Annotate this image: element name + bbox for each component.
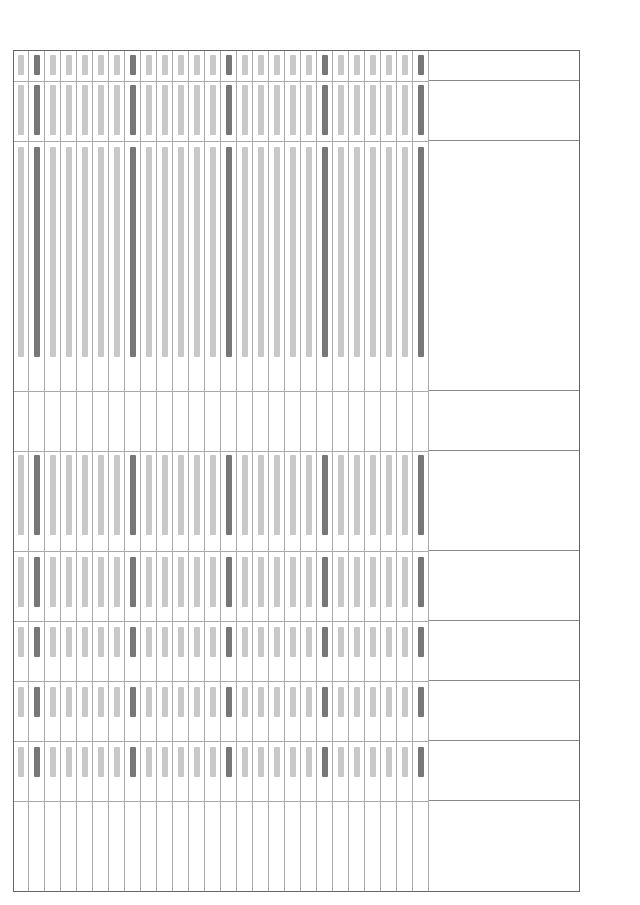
scan-text-mark	[162, 455, 168, 535]
scan-text-mark	[386, 147, 392, 357]
scan-text-mark	[82, 627, 88, 657]
col-direction	[429, 81, 579, 141]
scan-text-mark	[18, 747, 24, 777]
table-row-rule	[380, 51, 381, 891]
scan-text-mark	[338, 627, 344, 657]
scan-text-mark	[82, 747, 88, 777]
col-justification	[429, 451, 579, 551]
scan-text-mark	[354, 147, 360, 357]
table-row-rule	[348, 51, 349, 891]
scan-text-mark	[370, 627, 376, 657]
scan-text-mark	[130, 627, 136, 657]
scan-text-mark	[130, 747, 136, 777]
scan-text-mark	[402, 687, 408, 717]
scan-text-mark	[338, 687, 344, 717]
scan-text-mark	[114, 85, 120, 135]
col-reference	[429, 801, 579, 891]
scan-text-mark	[18, 687, 24, 717]
financing-table	[13, 50, 580, 892]
scan-text-mark	[194, 55, 200, 75]
scan-text-mark	[402, 557, 408, 607]
col-code	[429, 391, 579, 451]
scan-text-mark	[50, 55, 56, 75]
col-2022	[429, 621, 579, 681]
scan-text-mark	[162, 687, 168, 717]
scan-text-mark	[130, 85, 136, 135]
scan-text-mark	[226, 687, 232, 717]
scan-text-mark	[402, 455, 408, 535]
table-row-rule	[188, 51, 189, 891]
scan-text-mark	[178, 627, 184, 657]
scan-text-mark	[194, 627, 200, 657]
scan-text-mark	[354, 55, 360, 75]
scan-text-mark	[114, 455, 120, 535]
scan-text-mark	[178, 85, 184, 135]
scan-text-mark	[322, 557, 328, 607]
table-row-rule	[204, 51, 205, 891]
scan-text-mark	[370, 55, 376, 75]
table-row-rule	[92, 51, 93, 891]
scan-text-mark	[242, 455, 248, 535]
scan-text-mark	[338, 747, 344, 777]
scan-text-mark	[18, 85, 24, 135]
scan-text-mark	[338, 557, 344, 607]
table-row-rule	[220, 51, 221, 891]
scan-text-mark	[50, 455, 56, 535]
scan-text-mark	[114, 557, 120, 607]
scan-text-mark	[194, 687, 200, 717]
col-number	[429, 51, 579, 81]
scan-text-mark	[338, 147, 344, 357]
scan-text-mark	[370, 147, 376, 357]
scan-text-mark	[114, 687, 120, 717]
scan-text-mark	[370, 455, 376, 535]
scan-text-mark	[146, 147, 152, 357]
scan-text-mark	[418, 147, 424, 357]
scan-text-mark	[210, 747, 216, 777]
scan-text-mark	[98, 687, 104, 717]
table-row-rule	[412, 51, 413, 891]
scan-text-mark	[50, 147, 56, 357]
scan-text-mark	[402, 747, 408, 777]
scan-text-mark	[274, 687, 280, 717]
scan-text-mark	[258, 747, 264, 777]
scan-text-mark	[290, 687, 296, 717]
table-row-rule	[140, 51, 141, 891]
scan-text-mark	[258, 557, 264, 607]
scan-text-mark	[418, 85, 424, 135]
scan-text-mark	[34, 687, 40, 717]
scan-text-mark	[34, 747, 40, 777]
scan-text-mark	[34, 557, 40, 607]
scan-text-mark	[418, 455, 424, 535]
scan-text-mark	[386, 55, 392, 75]
scan-text-mark	[274, 627, 280, 657]
scan-text-mark	[114, 147, 120, 357]
scan-text-mark	[194, 85, 200, 135]
scan-text-mark	[114, 627, 120, 657]
scan-text-mark	[242, 85, 248, 135]
scan-text-mark	[354, 455, 360, 535]
scan-text-mark	[226, 85, 232, 135]
scan-text-mark	[306, 557, 312, 607]
scan-text-mark	[178, 147, 184, 357]
scan-text-mark	[130, 687, 136, 717]
scan-text-mark	[290, 85, 296, 135]
table-header-row	[428, 51, 579, 891]
scan-text-mark	[66, 85, 72, 135]
scan-text-mark	[82, 557, 88, 607]
scan-text-mark	[210, 627, 216, 657]
scan-text-mark	[82, 147, 88, 357]
scan-text-mark	[18, 627, 24, 657]
scan-text-mark	[338, 55, 344, 75]
table-row-rule	[76, 51, 77, 891]
scan-text-mark	[322, 627, 328, 657]
scan-text-mark	[34, 147, 40, 357]
scan-text-mark	[274, 85, 280, 135]
scan-text-mark	[274, 55, 280, 75]
scan-text-mark	[402, 627, 408, 657]
scan-text-mark	[274, 147, 280, 357]
scan-text-mark	[162, 85, 168, 135]
scan-text-mark	[322, 455, 328, 535]
scan-text-mark	[98, 85, 104, 135]
scan-text-mark	[130, 147, 136, 357]
scan-text-mark	[18, 455, 24, 535]
scan-text-mark	[98, 455, 104, 535]
scan-text-mark	[66, 687, 72, 717]
scan-text-mark	[242, 627, 248, 657]
scan-text-mark	[66, 55, 72, 75]
scan-text-mark	[386, 627, 392, 657]
scan-text-mark	[66, 455, 72, 535]
table-row-rule	[172, 51, 173, 891]
scan-text-mark	[370, 687, 376, 717]
table-row-rule	[396, 51, 397, 891]
scan-text-mark	[386, 747, 392, 777]
scan-text-mark	[210, 55, 216, 75]
table-row-rule	[28, 51, 29, 891]
scan-text-mark	[130, 557, 136, 607]
scan-text-mark	[50, 557, 56, 607]
scan-text-mark	[274, 557, 280, 607]
scan-text-mark	[354, 85, 360, 135]
scan-text-mark	[114, 747, 120, 777]
scan-text-mark	[386, 85, 392, 135]
scan-text-mark	[306, 747, 312, 777]
scan-text-mark	[370, 747, 376, 777]
scan-text-mark	[306, 55, 312, 75]
scan-text-mark	[50, 747, 56, 777]
scan-text-mark	[18, 557, 24, 607]
scan-text-mark	[130, 455, 136, 535]
table-row-rule	[364, 51, 365, 891]
scan-text-mark	[322, 687, 328, 717]
scan-text-mark	[226, 55, 232, 75]
scan-text-mark	[418, 55, 424, 75]
scan-text-mark	[130, 55, 136, 75]
table-body	[14, 51, 429, 891]
scan-text-mark	[178, 455, 184, 535]
scan-text-mark	[354, 627, 360, 657]
scan-text-mark	[18, 147, 24, 357]
scan-text-mark	[210, 687, 216, 717]
scan-text-mark	[402, 147, 408, 357]
scan-text-mark	[322, 147, 328, 357]
scan-text-mark	[34, 455, 40, 535]
scan-text-mark	[162, 147, 168, 357]
scan-text-mark	[146, 747, 152, 777]
scan-text-mark	[386, 557, 392, 607]
scan-text-mark	[258, 147, 264, 357]
scan-text-mark	[114, 55, 120, 75]
scan-text-mark	[66, 557, 72, 607]
scan-text-mark	[82, 455, 88, 535]
table-row-rule	[108, 51, 109, 891]
scan-text-mark	[402, 85, 408, 135]
scan-text-mark	[34, 55, 40, 75]
scan-text-mark	[98, 627, 104, 657]
scan-text-mark	[162, 747, 168, 777]
scan-text-mark	[226, 747, 232, 777]
scan-text-mark	[418, 687, 424, 717]
table-row-rule	[428, 51, 429, 891]
scan-text-mark	[162, 627, 168, 657]
scan-text-mark	[258, 85, 264, 135]
scan-text-mark	[274, 747, 280, 777]
scan-text-mark	[274, 455, 280, 535]
scan-text-mark	[290, 747, 296, 777]
table-row-rule	[332, 51, 333, 891]
col-projects	[429, 141, 579, 391]
table-row-rule	[44, 51, 45, 891]
scan-text-mark	[210, 147, 216, 357]
scan-text-mark	[98, 55, 104, 75]
scan-text-mark	[306, 455, 312, 535]
scan-text-mark	[34, 627, 40, 657]
scan-text-mark	[82, 85, 88, 135]
scan-text-mark	[354, 747, 360, 777]
scan-text-mark	[306, 147, 312, 357]
scan-text-mark	[194, 147, 200, 357]
col-2024	[429, 741, 579, 801]
scan-text-mark	[386, 687, 392, 717]
scan-text-mark	[146, 85, 152, 135]
scan-text-mark	[162, 55, 168, 75]
scan-text-mark	[226, 455, 232, 535]
scan-text-mark	[146, 557, 152, 607]
table-row-rule	[300, 51, 301, 891]
scan-text-mark	[306, 687, 312, 717]
scan-text-mark	[194, 455, 200, 535]
scan-text-mark	[242, 147, 248, 357]
scan-text-mark	[290, 627, 296, 657]
scan-text-mark	[162, 557, 168, 607]
table-row-rule	[284, 51, 285, 891]
scan-text-mark	[258, 627, 264, 657]
scan-text-mark	[322, 747, 328, 777]
scan-text-mark	[18, 55, 24, 75]
scan-text-mark	[146, 687, 152, 717]
scan-text-mark	[354, 557, 360, 607]
scan-text-mark	[210, 85, 216, 135]
scan-text-mark	[258, 687, 264, 717]
scan-text-mark	[82, 687, 88, 717]
scan-text-mark	[178, 55, 184, 75]
scan-text-mark	[178, 557, 184, 607]
scan-text-mark	[402, 55, 408, 75]
scan-text-mark	[370, 557, 376, 607]
scan-text-mark	[146, 627, 152, 657]
scan-text-mark	[50, 687, 56, 717]
scan-text-mark	[306, 85, 312, 135]
scan-text-mark	[178, 687, 184, 717]
scan-text-mark	[98, 747, 104, 777]
table-row-rule	[268, 51, 269, 891]
scan-text-mark	[82, 55, 88, 75]
scan-text-mark	[146, 55, 152, 75]
scan-text-mark	[178, 747, 184, 777]
table-row-rule	[236, 51, 237, 891]
scan-text-mark	[66, 627, 72, 657]
table-row-rule	[124, 51, 125, 891]
scan-text-mark	[290, 147, 296, 357]
scan-text-mark	[194, 747, 200, 777]
scan-text-mark	[242, 55, 248, 75]
scan-text-mark	[226, 147, 232, 357]
scan-text-mark	[418, 747, 424, 777]
table-row-rule	[316, 51, 317, 891]
scan-text-mark	[98, 147, 104, 357]
table-row-rule	[156, 51, 157, 891]
scan-text-mark	[50, 627, 56, 657]
scan-text-mark	[146, 455, 152, 535]
scan-text-mark	[210, 455, 216, 535]
scan-text-mark	[290, 55, 296, 75]
scan-text-mark	[386, 455, 392, 535]
col-2023	[429, 681, 579, 741]
scan-text-mark	[242, 557, 248, 607]
scan-text-mark	[210, 557, 216, 607]
scan-text-mark	[226, 627, 232, 657]
scan-text-mark	[50, 85, 56, 135]
scan-text-mark	[370, 85, 376, 135]
scan-text-mark	[418, 557, 424, 607]
scan-text-mark	[338, 455, 344, 535]
scan-text-mark	[242, 687, 248, 717]
scan-text-mark	[98, 557, 104, 607]
scan-text-mark	[338, 85, 344, 135]
scan-text-mark	[258, 55, 264, 75]
scan-text-mark	[290, 557, 296, 607]
scan-text-mark	[66, 747, 72, 777]
scan-text-mark	[242, 747, 248, 777]
col-source	[429, 551, 579, 621]
scan-text-mark	[354, 687, 360, 717]
scan-text-mark	[322, 55, 328, 75]
scan-text-mark	[226, 557, 232, 607]
scan-text-mark	[194, 557, 200, 607]
scan-text-mark	[418, 627, 424, 657]
table-row-rule	[252, 51, 253, 891]
scan-text-mark	[306, 627, 312, 657]
scan-text-mark	[66, 147, 72, 357]
scan-text-mark	[322, 85, 328, 135]
scan-text-mark	[290, 455, 296, 535]
scan-text-mark	[258, 455, 264, 535]
scan-text-mark	[34, 85, 40, 135]
table-row-rule	[60, 51, 61, 891]
